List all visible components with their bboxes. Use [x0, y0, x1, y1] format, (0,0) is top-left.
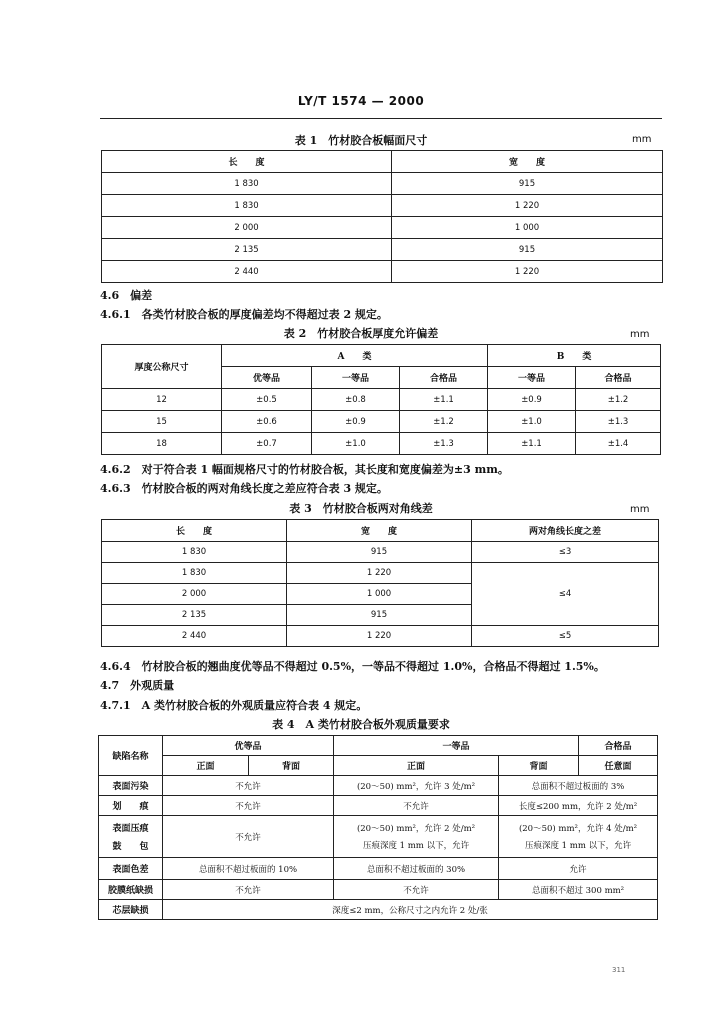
- table3-cell: 1 220: [287, 563, 472, 584]
- table2-header-class-b: B 类: [488, 345, 661, 367]
- table4-sub-front: 正面: [334, 756, 499, 776]
- table2-cell: ±1.2: [576, 389, 661, 411]
- table4-cell: 总面积不超过板面的 10%: [163, 858, 334, 880]
- table4-cell: 不允许: [163, 880, 334, 900]
- table2-cell: ±1.4: [576, 433, 661, 455]
- table4: [98, 735, 658, 920]
- table2-cell: ±0.6: [222, 411, 312, 433]
- table4-cell: 总面积不超过板面的 30%: [334, 858, 499, 880]
- table4-sub-front: 正面: [163, 756, 249, 776]
- standard-number-header: LY/T 1574 — 2000: [297, 94, 425, 108]
- table4-cell: (20～50) mm²，允许 3 处/m²: [334, 776, 499, 796]
- table3-cell: 915: [287, 542, 472, 563]
- table1-cell: 915: [392, 239, 663, 261]
- table2-cell: ±1.0: [488, 411, 576, 433]
- table4-cell-line: (20～50) mm²，允许 2 处/m²: [356, 824, 476, 834]
- table4-defect-name: 胶膜纸缺损: [99, 880, 163, 900]
- table3-cell: 1 000: [287, 584, 472, 605]
- table4-cell: 不允许: [163, 816, 334, 858]
- table2-subheader: 一等品: [312, 367, 400, 389]
- section-4-6-2: 4.6.2 对于符合表 1 幅面规格尺寸的竹材胶合板，其长度和宽度偏差为±3 mm。: [100, 463, 509, 476]
- table4-defect-name: 划 痕: [99, 796, 163, 816]
- table1-cell: 2 000: [102, 217, 392, 239]
- table3-caption: 表 3 竹材胶合板两对角线差: [289, 502, 433, 515]
- table3-cell: 915: [287, 605, 472, 626]
- table2-cell: ±0.8: [312, 389, 400, 411]
- table3-cell: 1 830: [102, 542, 287, 563]
- table1-cell: 1 830: [102, 195, 392, 217]
- table1-header-length: 长 度: [102, 151, 392, 173]
- table4-cell: [334, 816, 499, 858]
- table3-cell: 1 830: [102, 563, 287, 584]
- table2-subheader: 一等品: [488, 367, 576, 389]
- table3-diff-cell: ≤4: [472, 563, 659, 626]
- table3-header-diagonal-diff: 两对角线长度之差: [472, 520, 659, 542]
- section-4-6: 4.6 偏差: [100, 289, 153, 302]
- table4-cell: 深度≤2 mm，公称尺寸之内允许 2 处/张: [163, 900, 658, 920]
- table4-defect-name: [99, 816, 163, 858]
- table1-caption: 表 1 竹材胶合板幅面尺寸: [294, 134, 428, 147]
- table4-defect-name: 芯层缺损: [99, 900, 163, 920]
- table4-cell: 不允许: [163, 796, 334, 816]
- section-4-6-3: 4.6.3 竹材胶合板的两对角线长度之差应符合表 3 规定。: [100, 482, 388, 495]
- table3-diff-cell: ≤5: [472, 626, 659, 647]
- section-4-6-1: 4.6.1 各类竹材胶合板的厚度偏差均不得超过表 2 规定。: [100, 308, 388, 321]
- table4-header-defect: 缺陷名称: [99, 736, 163, 776]
- table1-cell: 2 440: [102, 261, 392, 283]
- table1-cell: 1 220: [392, 261, 663, 283]
- table3: [101, 519, 659, 647]
- table2-cell: 15: [102, 411, 222, 433]
- table1-cell: 915: [392, 173, 663, 195]
- table2: [101, 344, 661, 455]
- table1-cell: 2 135: [102, 239, 392, 261]
- page-number: 311: [612, 966, 626, 974]
- table4-defect-name-line: 表面压痕: [112, 824, 149, 834]
- table4-header-first-grade: 一等品: [334, 736, 579, 756]
- table2-caption: 表 2 竹材胶合板厚度允许偏差: [283, 327, 439, 340]
- header-rule: [100, 118, 662, 119]
- table2-cell: ±1.1: [488, 433, 576, 455]
- table4-cell: 不允许: [163, 776, 334, 796]
- table3-header-length: 长 度: [102, 520, 287, 542]
- table1-header-width: 宽 度: [392, 151, 663, 173]
- table4-cell: 不允许: [334, 880, 499, 900]
- table2-header-class-a: A 类: [222, 345, 488, 367]
- table4-cell: [499, 816, 658, 858]
- table4-cell: 长度≤200 mm，允许 2 处/m²: [499, 796, 658, 816]
- table3-diff-cell: ≤3: [472, 542, 659, 563]
- table2-cell: 18: [102, 433, 222, 455]
- table2-cell: ±1.0: [312, 433, 400, 455]
- table2-cell: ±0.5: [222, 389, 312, 411]
- table2-subheader: 优等品: [222, 367, 312, 389]
- table2-cell: ±0.9: [312, 411, 400, 433]
- table4-sub-back: 背面: [249, 756, 334, 776]
- table1-cell: 1 830: [102, 173, 392, 195]
- table4-cell: 总面积不超过板面的 3%: [499, 776, 658, 796]
- table4-cell: 允许: [499, 858, 658, 880]
- table3-cell: 1 220: [287, 626, 472, 647]
- table3-header-width: 宽 度: [287, 520, 472, 542]
- table2-cell: 12: [102, 389, 222, 411]
- table2-cell: ±0.7: [222, 433, 312, 455]
- table2-header-thickness: 厚度公称尺寸: [102, 345, 222, 389]
- section-4-7-1: 4.7.1 A 类竹材胶合板的外观质量应符合表 4 规定。: [100, 699, 368, 712]
- table3-cell: 2 000: [102, 584, 287, 605]
- table3-cell: 2 135: [102, 605, 287, 626]
- section-4-7: 4.7 外观质量: [100, 679, 175, 692]
- table1: [101, 150, 663, 283]
- table4-caption: 表 4 A 类竹材胶合板外观质量要求: [272, 718, 450, 731]
- table1-unit: mm: [632, 134, 652, 145]
- table2-cell: ±0.9: [488, 389, 576, 411]
- table4-defect-name: 表面色差: [99, 858, 163, 880]
- table2-unit: mm: [630, 329, 650, 340]
- table4-sub-back: 背面: [499, 756, 579, 776]
- table4-header-qualified: 合格品: [579, 736, 658, 756]
- table4-cell: 总面积不超过 300 mm²: [499, 880, 658, 900]
- table2-cell: ±1.2: [400, 411, 488, 433]
- table4-header-premium: 优等品: [163, 736, 334, 756]
- table1-cell: 1 000: [392, 217, 663, 239]
- table4-sub-any-side: 任意面: [579, 756, 658, 776]
- table2-subheader: 合格品: [400, 367, 488, 389]
- table3-unit: mm: [630, 504, 650, 515]
- table2-subheader: 合格品: [576, 367, 661, 389]
- table4-cell-line: (20～50) mm²，允许 4 处/m²: [518, 824, 638, 834]
- table2-cell: ±1.3: [576, 411, 661, 433]
- table4-defect-name: 表面污染: [99, 776, 163, 796]
- table4-cell-line: 压痕深度 1 mm 以下，允许: [362, 841, 470, 851]
- table2-cell: ±1.1: [400, 389, 488, 411]
- table2-cell: ±1.3: [400, 433, 488, 455]
- table3-cell: 2 440: [102, 626, 287, 647]
- table4-defect-name-line: 鼓 包: [112, 842, 149, 852]
- table4-cell: 不允许: [334, 796, 499, 816]
- section-4-6-4: 4.6.4 竹材胶合板的翘曲度优等品不得超过 0.5%，一等品不得超过 1.0%，合格品不得超过 1.5%。: [100, 660, 605, 673]
- table1-cell: 1 220: [392, 195, 663, 217]
- table4-cell-line: 压痕深度 1 mm 以下，允许: [524, 841, 632, 851]
